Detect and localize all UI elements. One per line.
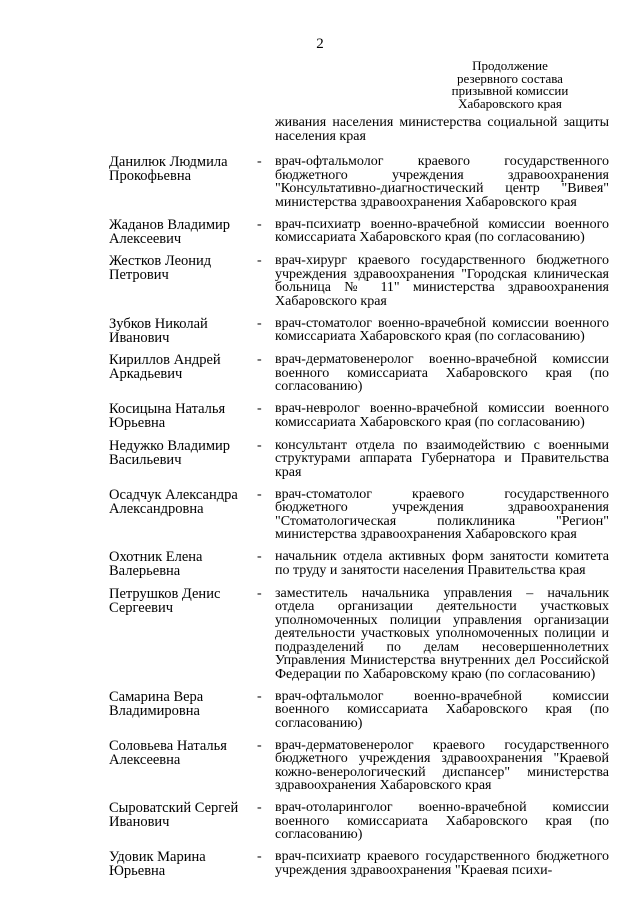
member-position: врач-психиатр краевого государственного бюджетного учреждения здравоохранения "Краевая психи- [275,849,609,878]
member-entry [109,254,609,308]
member-entry [109,587,609,682]
member-position: врач-офтальмолог краевого государственного бюджетного учреждения здравоохранения "Консультативно-диагностический центр "Вивея" министерства здравоохранения Хабаровского края [275,154,609,210]
member-entry [109,690,609,731]
member-name: Кириллов Андрей Аркадьевич [109,352,221,382]
member-entry [109,155,609,209]
member-entry [109,550,609,578]
dash-separator: - [257,585,262,601]
member-entry [109,317,609,345]
dash-separator: - [257,315,262,331]
dash-separator: - [257,253,262,268]
commission-member-list [109,116,609,887]
member-entry [109,439,609,480]
member-position: начальник отдела активных форм занятости комитета по труду и занятости населения Правительства края [275,549,609,578]
dash-separator: - [257,154,262,169]
member-entry [109,353,609,394]
member-name: Данилюк Людмила Прокофьевна [109,154,228,184]
member-position: врач-офтальмолог военно-врачебной комиссии военного комиссариата Хабаровского края (по согласованию) [275,688,609,731]
dash-separator: - [257,737,262,753]
dash-separator: - [257,549,262,564]
member-position: врач-стоматолог военно-врачебной комиссии военного комиссариата Хабаровского края (по согласованию) [275,315,609,344]
member-entry [109,218,609,246]
entries-container [109,155,609,878]
dash-separator: - [257,688,262,704]
member-name: Самарина Вера Владимировна [109,688,204,719]
continuation-line: резервного состава [457,70,563,86]
member-entry [109,739,609,793]
member-name: Недужко Владимир Васильевич [109,437,231,468]
member-entry [109,488,609,542]
member-name: Сыроватский Сергей Иванович [109,800,239,830]
dash-separator: - [257,486,262,502]
dash-separator: - [257,849,262,864]
member-name: Зубков Николай Иванович [109,315,208,346]
page-number: 2 [316,36,324,52]
member-name: Удовик Марина Юрьевна [109,849,206,879]
member-entry [109,402,609,430]
member-entry [109,801,609,842]
member-position: консультант отдела по взаимодействию с военными структурами аппарата Губернатора и Правительства края [275,437,609,480]
member-position: врач-хирург краевого государственного бюджетного учреждения здравоохранения "Городская клиническая больница № 11" министерства здравоохранения Хабаровского края [275,253,609,309]
carried-over-text: живания населения министерства социальной защиты населения края [275,115,609,144]
member-position: врач-невролог военно-врачебной комиссии военного комиссариата Хабаровского края (по согласованию) [275,401,609,430]
member-position: врач-дерматовенеролог военно-врачебной комиссии военного комиссариата Хабаровского края (по согласованию) [275,352,609,394]
continuation-line: призывной комиссии [451,83,569,98]
member-name: Охотник Елена Валерьевна [109,549,203,579]
member-position: врач-дерматовенеролог краевого государственного бюджетного учреждения здравоохранения "Краевой кожно-венерологический диспансер" министерства здравоохранения Хабаровского края [275,737,609,793]
dash-separator: - [257,401,262,416]
member-position: врач-психиатр военно-врачебной комиссии военного комиссариата Хабаровского края (по согласованию) [275,216,609,245]
member-position: заместитель начальника управления – начальник отдела организации деятельности участковых уполномоченных полиции управления организации деятельности участковых уполномоченных полиции и подразделений по делам несовершеннолетних Управления Министерства внутренних дел Российской Федерации по Хабаровскому краю (по согласованию) [275,585,609,682]
member-position: врач-отоларинголог военно-врачебной комиссии военного комиссариата Хабаровского края (по согласованию) [275,800,609,842]
member-name: Жаданов Владимир Алексеевич [109,216,231,247]
dash-separator: - [257,437,262,453]
continuation-line: Продолжение [472,58,548,73]
dash-separator: - [257,800,262,815]
continuation-header [410,60,610,110]
member-name: Петрушков Денис Сергеевич [109,585,221,616]
member-entry [109,850,609,878]
continuation-line: Хабаровского края [458,95,562,111]
member-name: Косицына Наталья Юрьевна [109,401,226,431]
member-name: Жестков Леонид Петрович [109,253,212,283]
member-name: Соловьева Наталья Алексеевна [109,737,227,768]
member-name: Осадчук Александра Александровна [109,486,238,517]
dash-separator: - [257,352,262,367]
member-position: врач-стоматолог краевого государственного бюджетного учреждения здравоохранения "Стоматологическая поликлиника "Регион" министерства здравоохранения Хабаровского края [275,486,609,542]
dash-separator: - [257,216,262,232]
